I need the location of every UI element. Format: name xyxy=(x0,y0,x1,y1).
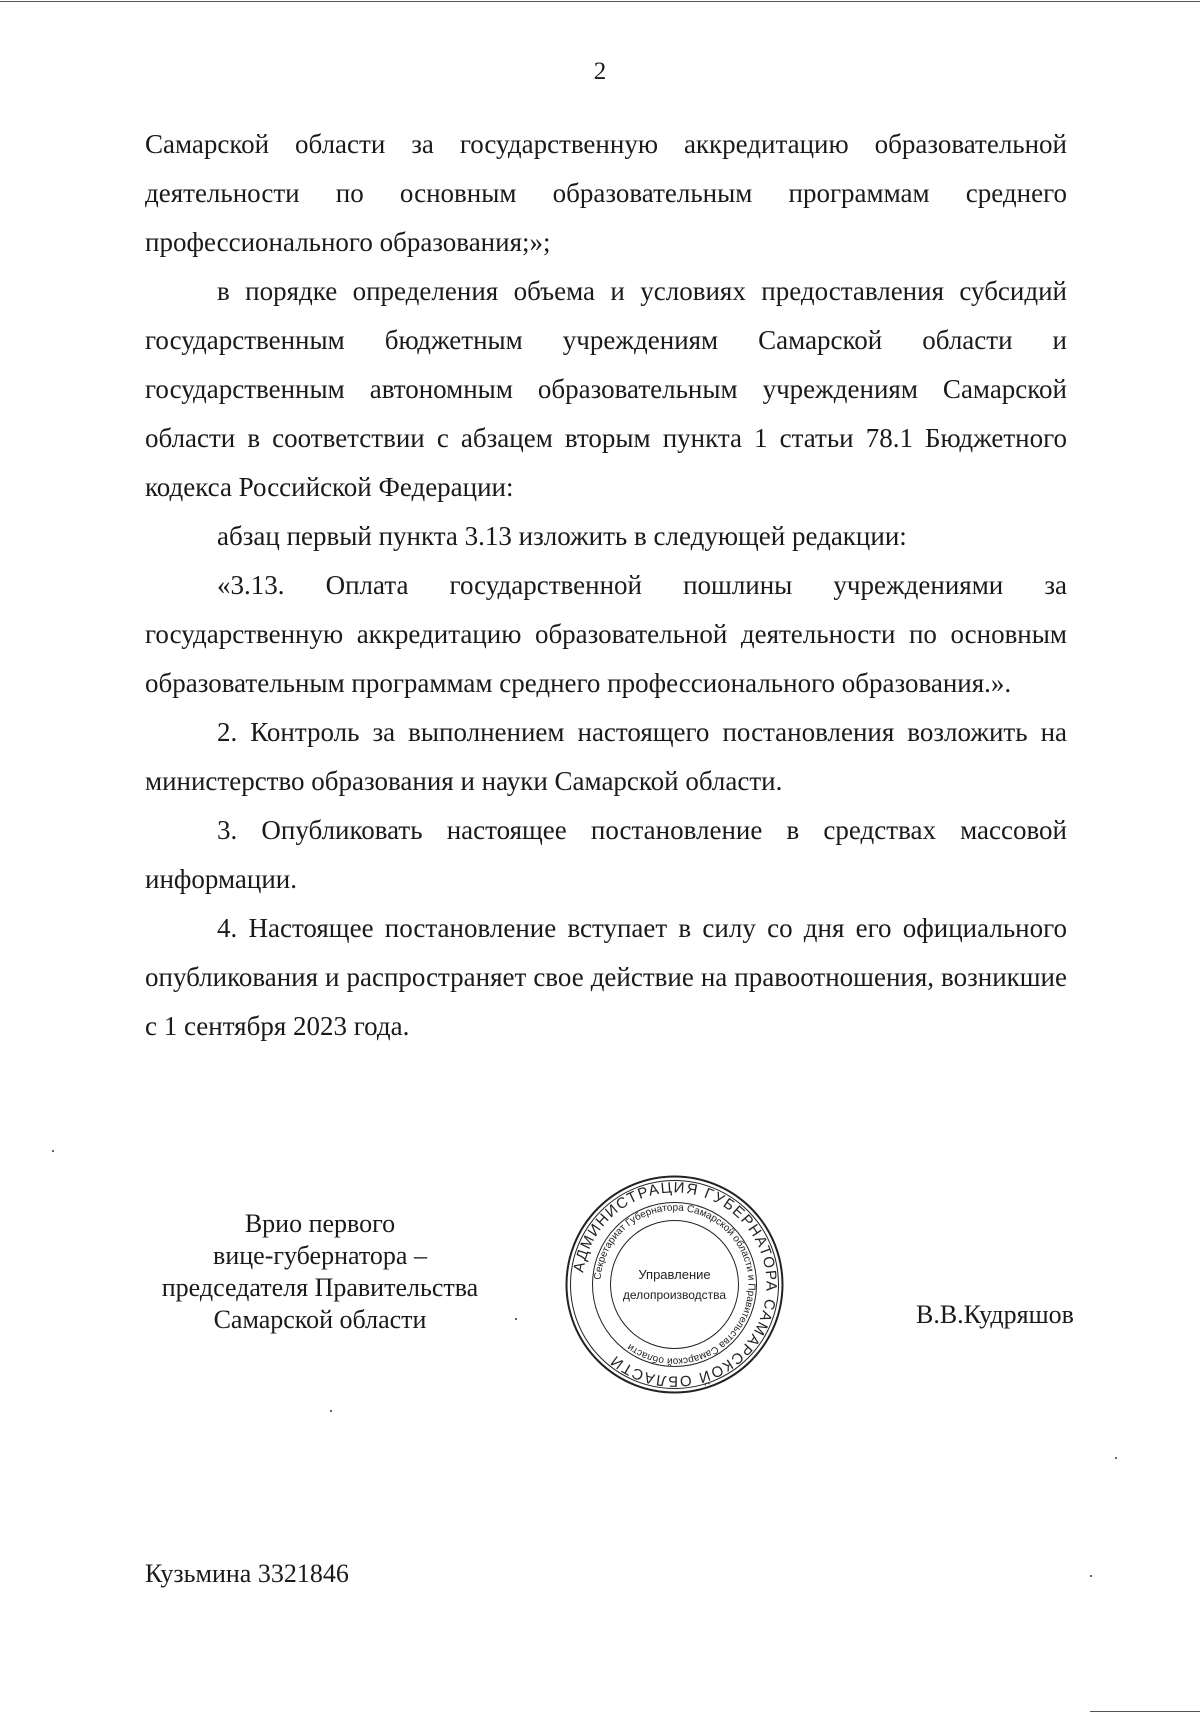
scan-speck xyxy=(1090,1575,1092,1577)
signatory-title-line: Самарской области xyxy=(213,1305,427,1334)
scan-speck xyxy=(515,1318,517,1320)
scan-speck xyxy=(1115,1457,1117,1459)
signatory-name: В.В.Кудряшов xyxy=(916,1300,1074,1329)
official-stamp xyxy=(562,1173,787,1396)
stamp-center-line-2: делопроизводства xyxy=(622,1288,727,1302)
signatory-title-line: вице-губернатора – xyxy=(213,1241,427,1270)
stamp-inner-ring xyxy=(611,1221,739,1349)
scan-edge-bottom xyxy=(1090,1711,1200,1712)
signatory-title-line: председателя Правительства xyxy=(161,1273,479,1302)
document-body xyxy=(145,120,1067,1051)
scan-edge-top xyxy=(0,1,1200,2)
paragraph-clause-4: 4. Настоящее постановление вступает в силу со дня его официального опубликования и распространяет свое действие на правоотношения, возникшие с 1 сентября 2023 года. xyxy=(145,913,1067,1041)
stamp-inner-text: Секретариат Губернатора Самарской области и Правительства Самарской области xyxy=(592,1202,757,1367)
executor-contact: Кузьмина 3321846 xyxy=(145,1559,349,1588)
stamp-center-line-1: Управление xyxy=(638,1267,711,1282)
signatory-title xyxy=(140,1208,500,1336)
signatory-title-line: Врио первого xyxy=(244,1209,396,1238)
scan-speck xyxy=(52,1150,54,1152)
page-number: 2 xyxy=(593,58,607,85)
paragraph-clause-3-13: «3.13. Оплата государственной пошлины учреждениями за государственную аккредитацию образовательной деятельности по основным образовательным программам среднего профессионального образования.». xyxy=(145,570,1067,698)
paragraph-continuation: Самарской области за государственную аккредитацию образовательной деятельности по основным образовательным программам среднего профессионального образования;»; xyxy=(145,129,1067,257)
scan-speck xyxy=(330,1410,332,1412)
paragraph-subsidy-procedure: в порядке определения объема и условиях предоставления субсидий государственным бюджетным учреждениям Самарской области и государственным автономным образовательным учреждениям Самарской области в соответствии с абзацем вторым пункта 1 статьи 78.1 Бюджетного кодекса Российской Федерации: xyxy=(145,276,1067,502)
paragraph-clause-2: 2. Контроль за выполнением настоящего постановления возложить на министерство образования и науки Самарской области. xyxy=(145,717,1067,796)
stamp-outer-text: АДМИНИСТРАЦИЯ ГУБЕРНАТОРА САМАРСКОЙ ОБЛАСТИ xyxy=(570,1179,780,1390)
paragraph-clause-3: 3. Опубликовать настоящее постановление в средствах массовой информации. xyxy=(145,815,1067,894)
paragraph-amendment-intro: абзац первый пункта 3.13 изложить в следующей редакции: xyxy=(217,521,907,551)
